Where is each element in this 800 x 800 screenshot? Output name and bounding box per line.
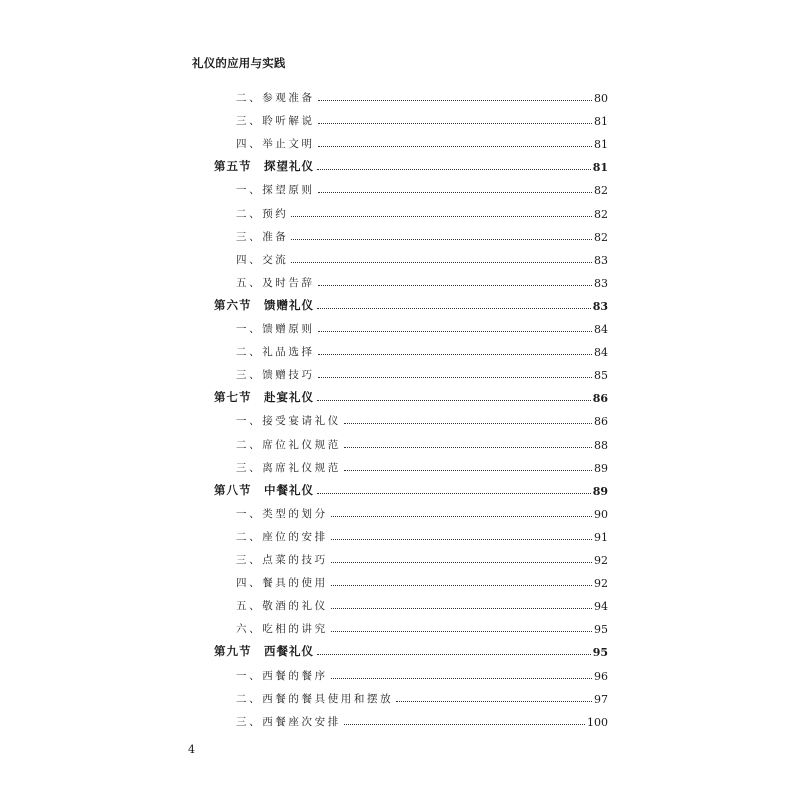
toc-entry-page: 89	[594, 461, 608, 475]
toc-entry-page: 96	[594, 669, 608, 683]
toc-dot-leader	[344, 423, 592, 424]
toc-dot-leader	[317, 169, 591, 170]
toc-entry	[236, 664, 608, 684]
toc-section-entry	[214, 155, 608, 175]
toc-entry	[236, 525, 608, 545]
toc-entry-page: 86	[594, 415, 608, 429]
toc-dot-leader	[291, 239, 592, 240]
toc-entry	[236, 225, 608, 245]
toc-entry	[236, 86, 608, 106]
toc-section-entry	[214, 386, 608, 406]
toc-entry	[236, 363, 608, 383]
toc-entry-title: 四、举止文明	[236, 138, 315, 151]
toc-entry	[236, 687, 608, 707]
toc-entry-title: 二、预约	[236, 207, 289, 220]
toc-entry-title: 六、吃相的讲究	[236, 623, 328, 636]
toc-dot-leader	[331, 516, 592, 517]
toc-entry-title: 二、席位礼仪规范	[236, 438, 341, 451]
toc-entry	[236, 456, 608, 476]
toc-dot-leader	[344, 470, 592, 471]
toc-dot-leader	[291, 262, 592, 263]
toc-entry-page: 92	[594, 577, 608, 591]
toc-entry-page: 83	[594, 276, 608, 290]
toc-entry-title: 三、馈赠技巧	[236, 369, 315, 382]
toc-dot-leader	[318, 285, 592, 286]
toc-entry-title: 三、离席礼仪规范	[236, 461, 341, 474]
toc-entry-page: 81	[594, 115, 608, 129]
toc-entry-title: 五、及时告辞	[236, 276, 315, 289]
toc-entry-page: 83	[594, 253, 608, 267]
toc-entry-page: 82	[594, 184, 608, 198]
toc-entry	[236, 271, 608, 291]
toc-entry-title: 三、点菜的技巧	[236, 554, 328, 566]
toc-entry-page: 82	[594, 207, 608, 221]
toc-dot-leader	[318, 331, 592, 332]
toc-dot-leader	[318, 377, 592, 378]
toc-entry	[236, 409, 608, 429]
toc-dot-leader	[331, 678, 592, 679]
toc-entry-page: 86	[592, 392, 608, 406]
toc-entry-page: 94	[594, 600, 608, 614]
toc-section-entry	[214, 640, 608, 660]
toc-entry	[236, 248, 608, 268]
toc-entry-title: 一、类型的划分	[236, 507, 328, 520]
toc-entry	[236, 502, 608, 522]
toc-dot-leader	[331, 631, 592, 632]
toc-entry-page: 100	[587, 715, 608, 729]
toc-entry-title: 一、西餐的餐序	[236, 669, 328, 682]
running-head: 礼仪的应用与实践	[192, 56, 286, 70]
toc-dot-leader	[318, 354, 592, 355]
toc-entry-title: 三、西餐座次安排	[236, 715, 341, 728]
toc-dot-leader	[331, 585, 592, 586]
toc-entry-page: 83	[592, 299, 608, 313]
toc-dot-leader	[318, 123, 592, 124]
toc-entry-title: 二、礼品选择	[236, 346, 315, 359]
toc-entry-page: 84	[594, 346, 608, 360]
toc-entry	[236, 202, 608, 222]
toc-entry-title: 第七节 赴宴礼仪	[214, 390, 314, 405]
toc-entry	[236, 132, 608, 152]
toc-entry-page: 91	[594, 530, 608, 544]
toc-entry-page: 81	[594, 138, 608, 152]
toc-entry	[236, 571, 608, 591]
toc-entry-title: 一、馈赠原则	[236, 323, 315, 335]
toc-entry-page: 95	[594, 623, 608, 637]
toc-entry-page: 92	[594, 554, 608, 567]
toc-entry-title: 四、交流	[236, 253, 289, 266]
toc-entry-title: 四、餐具的使用	[236, 577, 328, 590]
toc-entry	[236, 548, 608, 568]
toc-dot-leader	[291, 216, 592, 217]
toc-dot-leader	[317, 400, 591, 401]
toc-entry-title: 五、敬酒的礼仪	[236, 600, 328, 613]
toc-entry-title: 一、接受宴请礼仪	[236, 415, 341, 428]
toc-dot-leader	[318, 100, 592, 101]
toc-entry-title: 三、聆听解说	[236, 115, 315, 128]
toc-entry	[236, 433, 608, 453]
toc-entry-title: 第六节 馈赠礼仪	[214, 297, 314, 312]
toc-entry-page: 81	[592, 161, 608, 175]
toc-dot-leader	[396, 701, 592, 702]
toc-entry-title: 第五节 探望礼仪	[214, 159, 314, 174]
toc-dot-leader	[344, 447, 592, 448]
toc-section-entry	[214, 479, 608, 499]
toc-entry-page: 82	[594, 230, 608, 244]
toc-entry-title: 二、座位的安排	[236, 530, 328, 543]
toc-entry	[236, 109, 608, 129]
toc-entry-title: 二、参观准备	[236, 92, 315, 104]
toc-dot-leader	[317, 654, 591, 655]
toc-dot-leader	[318, 192, 592, 193]
toc-entry	[236, 710, 608, 730]
toc-entry	[236, 178, 608, 198]
toc-entry-page: 88	[594, 438, 608, 452]
toc-dot-leader	[331, 539, 592, 540]
page-number: 4	[188, 743, 195, 756]
toc-entry-title: 一、探望原则	[236, 184, 315, 197]
toc-entry-page: 90	[594, 507, 608, 521]
toc-entry	[236, 617, 608, 637]
toc-entry-title: 第九节 西餐礼仪	[214, 644, 314, 659]
toc-entry-page: 97	[594, 692, 608, 706]
toc-dot-leader	[317, 493, 591, 494]
toc-dot-leader	[331, 608, 592, 609]
toc-entry-title: 二、西餐的餐具使用和摆放	[236, 692, 394, 705]
toc-entry-page: 85	[594, 369, 608, 383]
toc-entry	[236, 317, 608, 337]
toc-entry-page: 89	[592, 484, 608, 498]
toc-entry-page: 80	[594, 92, 608, 105]
toc-entry-title: 三、准备	[236, 230, 289, 243]
toc-dot-leader	[344, 724, 585, 725]
toc-entry-page: 95	[592, 646, 608, 660]
toc-section-entry	[214, 294, 608, 314]
toc-entry	[236, 594, 608, 614]
toc-entry-page: 84	[594, 323, 608, 336]
toc-dot-leader	[318, 146, 592, 147]
toc-dot-leader	[317, 308, 591, 309]
toc-dot-leader	[331, 562, 592, 563]
toc-entry-title: 第八节 中餐礼仪	[214, 482, 314, 497]
toc-entry	[236, 340, 608, 360]
